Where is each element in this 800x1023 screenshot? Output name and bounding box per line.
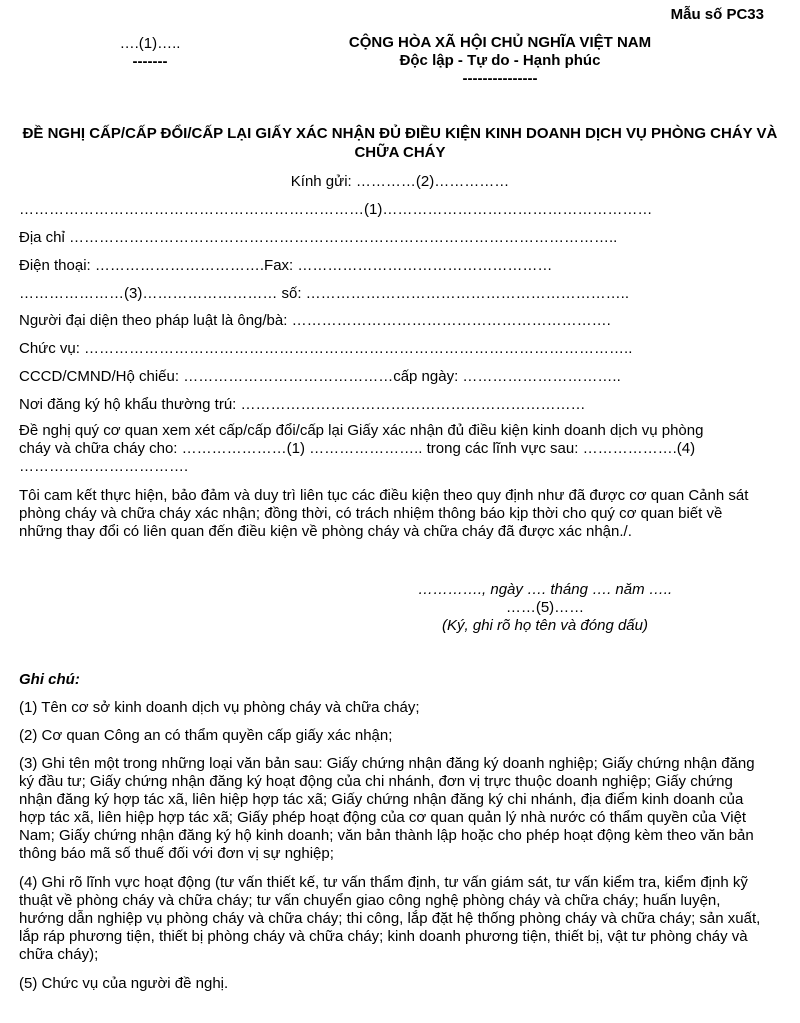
- national-motto: Độc lập - Tự do - Hạnh phúc: [399, 52, 601, 69]
- request-paragraph-line-3[interactable]: …………………………….: [19, 458, 189, 475]
- note-item-1: (1) Tên cơ sở kinh doanh dịch vụ phòng cháy và chữa cháy;: [19, 699, 420, 716]
- residence-field[interactable]: Nơi đăng ký hộ khẩu thường trú: ……………………………………………………………: [19, 396, 586, 413]
- document-number-field[interactable]: …………………(3)……………………… số: ………………………………………………………..: [19, 285, 630, 302]
- notes-heading: Ghi chú:: [19, 671, 80, 688]
- representative-field[interactable]: Người đại diện theo pháp luật là ông/bà: ……………………………………………………….: [19, 312, 611, 329]
- commitment-paragraph: Tôi cam kết thực hiện, bảo đảm và duy trì liên tục các điều kiện theo quy định như đã được cơ quan Cảnh sát phòng cháy và chữa cháy xác nhận; đồng thời, có trách nhiệm thông báo kịp thời cho quý cơ quan biết về những thay đổi có liên quan đến điều kiện về phòng cháy và chữa cháy đã được xác nhận./.: [19, 487, 749, 540]
- note-item-4: (4) Ghi rõ lĩnh vực hoạt động (tư vấn thiết kế, tư vấn thẩm định, tư vấn giám sát, tư vấn kiểm tra, kiểm định kỹ thuật về phòng cháy và chữa cháy; tư vấn chuyển giao công nghệ phòng cháy và chữa cháy; huấn luyện, hướng dẫn nghiệp vụ phòng cháy và chữa cháy; thi công, lắp đặt hệ thống phòng cháy và chữa cháy; sản xuất, lắp ráp phương tiện, thiết bị phòng cháy và chữa cháy; kinh doanh phương tiện, thiết bị, vật tư phòng cháy và chữa cháy);: [19, 874, 761, 963]
- motto-divider: ---------------: [462, 70, 538, 87]
- note-item-5: (5) Chức vụ của người đề nghị.: [19, 975, 229, 992]
- request-paragraph-line-1: Đề nghị quý cơ quan xem xét cấp/cấp đổi/cấp lại Giấy xác nhận đủ điều kiện kinh doanh dịch vụ phòng: [19, 422, 704, 439]
- note-item-2: (2) Cơ quan Công an có thẩm quyền cấp giấy xác nhận;: [19, 727, 393, 744]
- id-card-field[interactable]: CCCD/CMND/Hộ chiếu: ……………………………………cấp ngày: …………………………..: [19, 368, 621, 385]
- organization-divider: -------: [132, 53, 168, 70]
- national-name: CỘNG HÒA XÃ HỘI CHỦ NGHĨA VIỆT NAM: [348, 34, 652, 51]
- note-item-3: (3) Ghi tên một trong những loại văn bản sau: Giấy chứng nhận đăng ký doanh nghiệp; Giấy chứng nhận đăng ký đầu tư; Giấy chứng nhận đăng ký hoạt động của chi nhánh, đơn vị trực thuộc doanh nghiệp; Giấy chứng nhận đăng ký hợp tác xã, liên hiệp hợp tác xã; Giấy chứng nhận đăng ký chi nhánh, địa điểm kinh doanh của hợp tác xã, liên hiệp hợp tác xã; Giấy phép hoạt động của cơ quan quản lý nhà nước có thẩm quyền của Việt Nam; Giấy chứng nhận đăng ký hộ kinh doanh; văn bản thành lập hoặc cho phép hoạt động kèm theo văn bản thông báo mã số thuế đối với đơn vị sự nghiệp;: [19, 755, 755, 862]
- form-number: Mẫu số PC33: [670, 6, 764, 23]
- business-name-field[interactable]: ……………………………………………………………(1)………………………………………………: [19, 201, 653, 218]
- document-title: ĐỀ NGHỊ CẤP/CẤP ĐỔI/CẤP LẠI GIẤY XÁC NHẬN ĐỦ ĐIỀU KIỆN KINH DOANH DỊCH VỤ PHÒNG CHÁY VÀ CHỮA CHÁY: [22, 125, 778, 161]
- signature-position-line: ……(5)……: [505, 599, 585, 616]
- address-field[interactable]: Địa chỉ ………………………………………………………………………………………………..: [19, 229, 618, 246]
- request-paragraph-line-2[interactable]: cháy và chữa cháy cho: …………………(1) ………………….. trong các lĩnh vực sau: ……………….(4): [19, 440, 696, 457]
- phone-fax-field[interactable]: Điện thoại: …………………………….Fax: ……………………………………………: [19, 257, 553, 274]
- signature-instruction: (Ký, ghi rõ họ tên và đóng dấu): [442, 617, 648, 634]
- recipient-line: Kính gửi: …………(2)……………: [290, 173, 510, 190]
- organization-placeholder: ….(1)…..: [119, 35, 181, 52]
- position-field[interactable]: Chức vụ: ………………………………………………………………………………………………..: [19, 340, 633, 357]
- signature-date-line: …………., ngày …. tháng …. năm …..: [417, 581, 673, 598]
